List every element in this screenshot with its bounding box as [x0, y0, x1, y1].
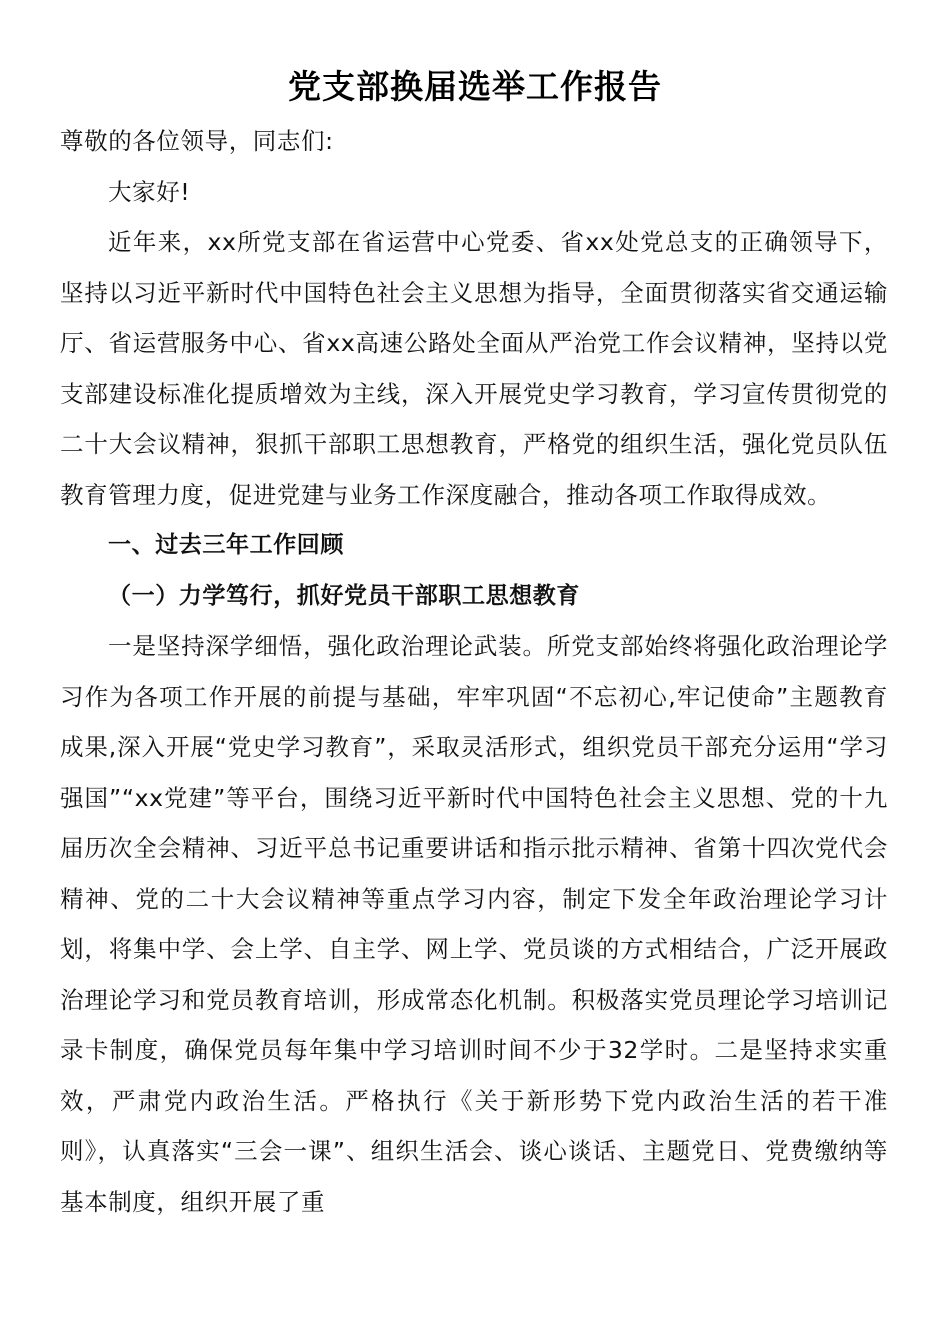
salutation: 尊敬的各位领导，同志们:	[60, 127, 334, 155]
document-title: 党支部换届选举工作报告	[288, 67, 662, 106]
subsection-paragraph: 一是坚持深学细悟，强化政治理论武装。所党支部始终将强化政治理论学习作为各项工作开展的前提与基础，牢牢巩固“不忘初心,牢记使命”主题教育成果,深入开展“党史学习教育”，采取灵活形式，组织党员干部充分运用“学习强国”“xx党建”等平台，围绕习近平新时代中国特色社会主义思想、党的十九届历次全会精神、习近平总书记重要讲话和指示批示精神、省第十四次党代会精神、党的二十大会议精神等重点学习内容，制定下发全年政治理论学习计划，将集中学、会上学、自主学、网上学、党员谈的方式相结合，广泛开展政治理论学习和党员教育培训，形成常态化机制。积极落实党员理论学习培训记录卡制度，确保党员每年集中学习培训时间不少于32学时。二是坚持求实重效，严肃党内政治生活。严格执行《关于新形势下党内政治生活的若干准则》，认真落实“三会一课”、组织生活会、谈心谈话、主题党日、党费缴纳等基本制度，组织开展了重	[60, 632, 888, 1216]
section-heading: 一、过去三年工作回顾	[108, 532, 344, 558]
document-body	[60, 116, 888, 1227]
greeting: 大家好!	[108, 177, 191, 206]
subsection-heading: （一）力学笃行，抓好党员干部职工思想教育	[108, 581, 580, 609]
intro-paragraph: 近年来，xx所党支部在省运营中心党委、省xx处党总支的正确领导下，坚持以习近平新时代中国特色社会主义思想为指导，全面贯彻落实省交通运输厅、省运营服务中心、省xx高速公路处全面从严治党工作会议精神，坚持以党支部建设标准化提质增效为主线，深入开展党史学习教育，学习宣传贯彻党的二十大会议精神，狠抓干部职工思想教育，严格党的组织生活，强化党员队伍教育管理力度，促进党建与业务工作深度融合，推动各项工作取得成效。	[60, 228, 888, 509]
